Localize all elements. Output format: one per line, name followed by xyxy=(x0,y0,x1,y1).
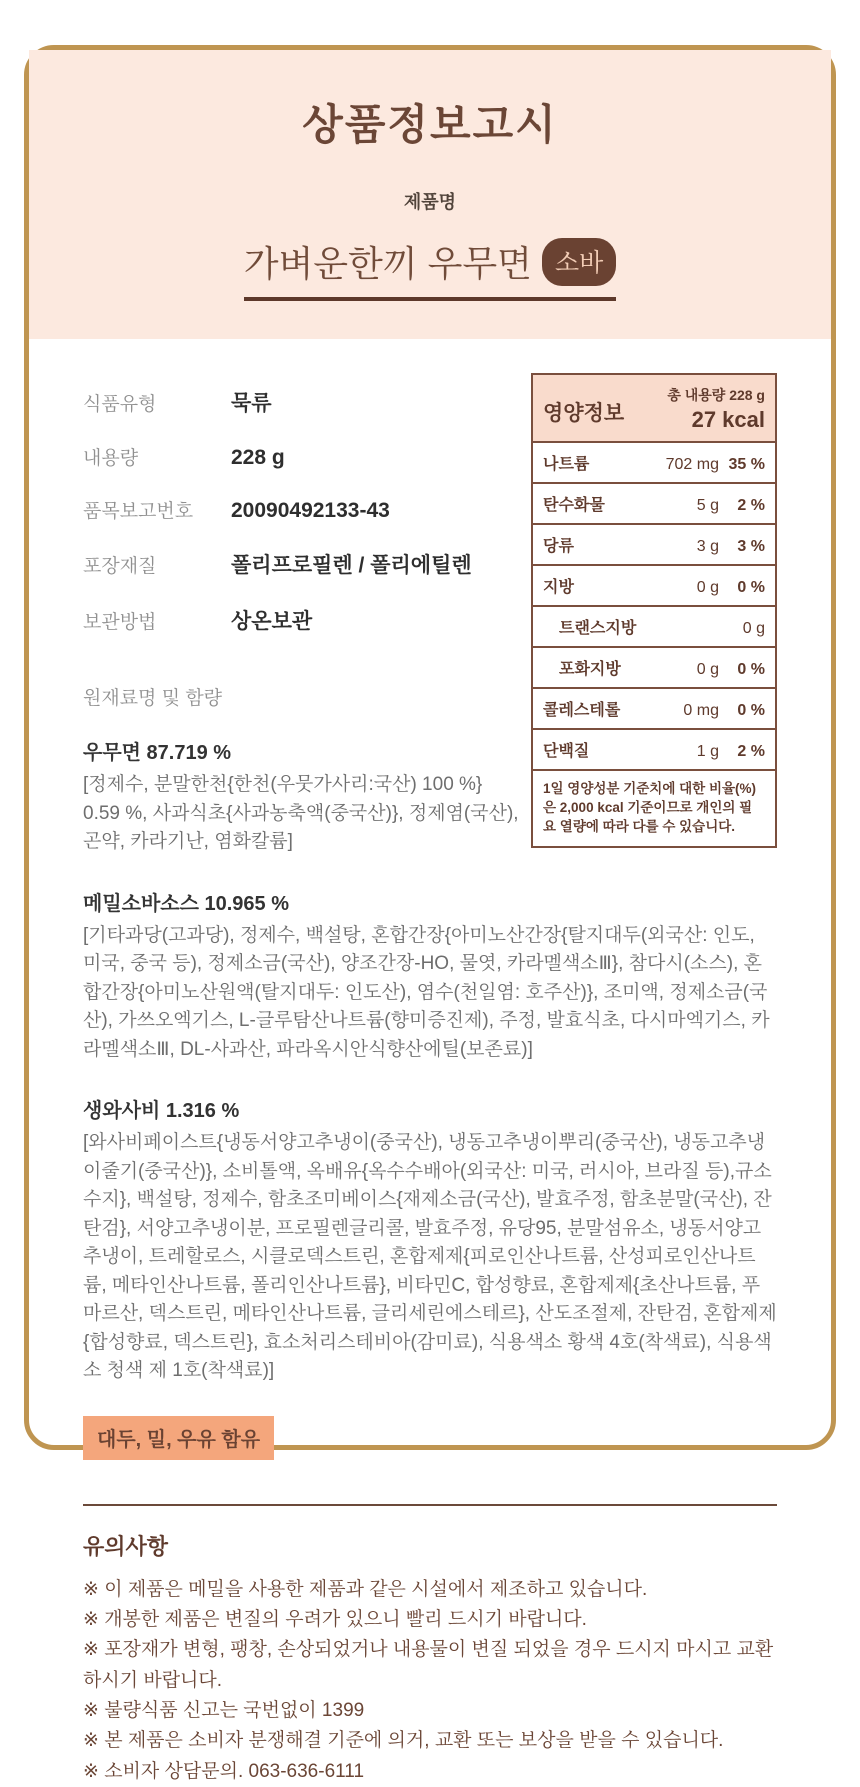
notice-item: ※ 포장재가 변형, 팽창, 손상되었거나 내용물이 변질 되었을 경우 드시지 마시고 교환하시기 바랍니다. xyxy=(83,1635,777,1696)
nutrition-header xyxy=(533,375,775,441)
ingredient-group-name: 메밀소바소스 10.965 % xyxy=(83,887,777,916)
nutrition-footnote: 1일 영양성분 기준치에 대한 비율(%)은 2,000 kcal 기준이므로 개인의 필요 열량에 따라 다를 수 있습니다. xyxy=(533,769,775,846)
notice-item: ※ 소비자 상담문의. 063-636-6111 xyxy=(83,1757,777,1787)
product-variant-badge: 소바 xyxy=(542,238,616,286)
nutrient-name: 포화지방 xyxy=(543,656,697,679)
spec-label: 품목보고번호 xyxy=(83,496,231,523)
nutrition-row xyxy=(533,605,775,646)
nutrient-name: 당류 xyxy=(543,533,697,556)
nutrient-amount: 5 g xyxy=(697,497,719,515)
product-name-underline xyxy=(244,236,617,301)
product-spec-column xyxy=(83,373,523,857)
spec-label: 포장재질 xyxy=(83,551,231,578)
nutrition-row xyxy=(533,523,775,564)
ingredients-section-label: 원재료명 및 함량 xyxy=(83,683,523,710)
hero-header xyxy=(29,50,831,339)
ingredient-group-wasabi xyxy=(83,1094,777,1386)
spec-value: 20090492133-43 xyxy=(231,499,390,523)
nutrient-name: 나트륨 xyxy=(543,451,666,474)
nutrient-amount: 0 g xyxy=(743,620,765,638)
nutrient-percent: 0 % xyxy=(723,702,765,720)
spec-label: 식품유형 xyxy=(83,389,231,416)
nutrient-amount: 702 mg xyxy=(666,456,719,474)
ingredient-group-detail: [정제수, 분말한천{한천(우뭇가사리:국산) 100 %} 0.59 %, 사과식초{사과농축액(중국산)}, 정제염(국산),곤약, 카라기난, 염화칼륨] xyxy=(83,771,523,857)
spec-row xyxy=(83,496,523,523)
notice-title: 유의사항 xyxy=(83,1530,777,1561)
notice-list xyxy=(83,1575,777,1787)
nutrient-amount: 1 g xyxy=(697,743,719,761)
spec-row xyxy=(83,443,523,470)
nutrient-percent: 0 % xyxy=(723,661,765,679)
notice-item: ※ 이 제품은 메밀을 사용한 제품과 같은 시설에서 제조하고 있습니다. xyxy=(83,1575,777,1605)
spec-row xyxy=(83,549,523,579)
allergen-badge: 대두, 밀, 우유 함유 xyxy=(83,1416,274,1460)
nutrition-title: 영양정보 xyxy=(543,385,624,427)
spec-value: 폴리프로필렌 / 폴리에틸렌 xyxy=(231,549,472,579)
ingredient-group-name: 우무면 87.719 % xyxy=(83,736,523,765)
nutrient-name: 콜레스테롤 xyxy=(543,697,683,720)
nutrition-calories: 27 kcal xyxy=(667,407,765,433)
spec-row xyxy=(83,387,523,417)
nutrient-name: 탄수화물 xyxy=(543,492,697,515)
nutrition-row xyxy=(533,646,775,687)
nutrition-facts-table xyxy=(531,373,777,848)
nutrition-row xyxy=(533,482,775,523)
section-divider xyxy=(83,1504,777,1506)
spec-label: 보관방법 xyxy=(83,607,231,634)
page-title: 상품정보고시 xyxy=(49,92,811,152)
spec-row xyxy=(83,605,523,635)
ingredient-group-sauce xyxy=(83,887,777,1065)
ingredient-group-name: 생와사비 1.316 % xyxy=(83,1094,777,1123)
nutrition-row xyxy=(533,441,775,482)
card-body xyxy=(29,339,831,1787)
nutrient-percent: 2 % xyxy=(723,497,765,515)
nutrient-amount: 0 mg xyxy=(683,702,719,720)
spec-value: 228 g xyxy=(231,446,285,470)
nutrient-percent: 0 % xyxy=(723,579,765,597)
nutrition-totals xyxy=(667,385,765,433)
nutrient-name: 트랜스지방 xyxy=(543,615,743,638)
nutrient-percent: 3 % xyxy=(723,538,765,556)
nutrition-row xyxy=(533,564,775,605)
notice-item: ※ 개봉한 제품은 변질의 우려가 있으니 빨리 드시기 바랍니다. xyxy=(83,1605,777,1635)
nutrient-amount: 0 g xyxy=(697,661,719,679)
spec-value: 상온보관 xyxy=(231,605,312,635)
ingredient-group-detail: [와사비페이스트{냉동서양고추냉이(중국산), 냉동고추냉이뿌리(중국산), 냉동고추냉이줄기(중국산)}, 소비톨액, 옥배유{옥수수배아(외국산: 미국, 러시아, 브라질 등),규소수지}, 백설탕, 정제수, 함초조미베이스{재제소금(국산), 발효주정, 함초분말(국산), 잔탄검}, 서양고추냉이분, 프로필렌글리콜, 발효주정, 유당95, 분말섬유소, 냉동서양고추냉이, 트레할로스, 시클로덱스트린, 혼합제제{피로인산나트륨, 산성피로인산나트륨, 메타인산나트륨, 폴리인산나트륨}, 비타민C, 합성향료, 혼합제제{초산나트륨, 푸마르산, 덱스트린, 메타인산나트륨, 글리세린에스테르}, 산도조절제, 잔탄검, 혼합제제{합성향료, 덱스트린}, 효소처리스테비아(감미료), 식용색소 황색 4호(착색료), 식용색소 청색 제 1호(착색료)] xyxy=(83,1129,777,1386)
product-name: 가벼운한끼 우무면 xyxy=(244,236,532,287)
ingredient-group-detail: [기타과당(고과당), 정제수, 백설탕, 혼합간장{아미노산간장{탈지대두(외국산: 인도, 미국, 중국 등), 정제소금(국산), 양조간장-HO, 물엿, 카라멜색소Ⅲ}, 참다시(소스), 혼합간장{아미노산원액(탈지대두: 인도산), 염수(천일염: 호주산)}, 조미액, 정제소금(국산), 가쓰오엑기스, L-글루탐산나트륨(향미증진제), 주정, 발효식초, 다시마엑기스, 카라멜색소Ⅲ, DL-사과산, 파라옥시안식향산에틸(보존료)] xyxy=(83,922,777,1065)
notice-item: ※ 불량식품 신고는 국번없이 1399 xyxy=(83,1696,777,1726)
spec-value: 묵류 xyxy=(231,387,272,417)
nutrient-name: 단백질 xyxy=(543,738,697,761)
product-info-card xyxy=(24,45,836,1450)
ingredient-groups-full xyxy=(83,887,777,1386)
nutrition-total-weight: 총 내용량 228 g xyxy=(667,385,765,405)
product-name-label: 제품명 xyxy=(49,188,811,214)
spec-label: 내용량 xyxy=(83,443,231,470)
ingredient-group-noodle xyxy=(83,736,523,857)
nutrient-percent: 35 % xyxy=(723,456,765,474)
nutrition-row xyxy=(533,728,775,769)
nutrient-amount: 0 g xyxy=(697,579,719,597)
nutrient-name: 지방 xyxy=(543,574,697,597)
notice-item: ※ 본 제품은 소비자 분쟁해결 기준에 의거, 교환 또는 보상을 받을 수 있습니다. xyxy=(83,1726,777,1756)
nutrition-row xyxy=(533,687,775,728)
nutrient-amount: 3 g xyxy=(697,538,719,556)
nutrient-percent: 2 % xyxy=(723,743,765,761)
